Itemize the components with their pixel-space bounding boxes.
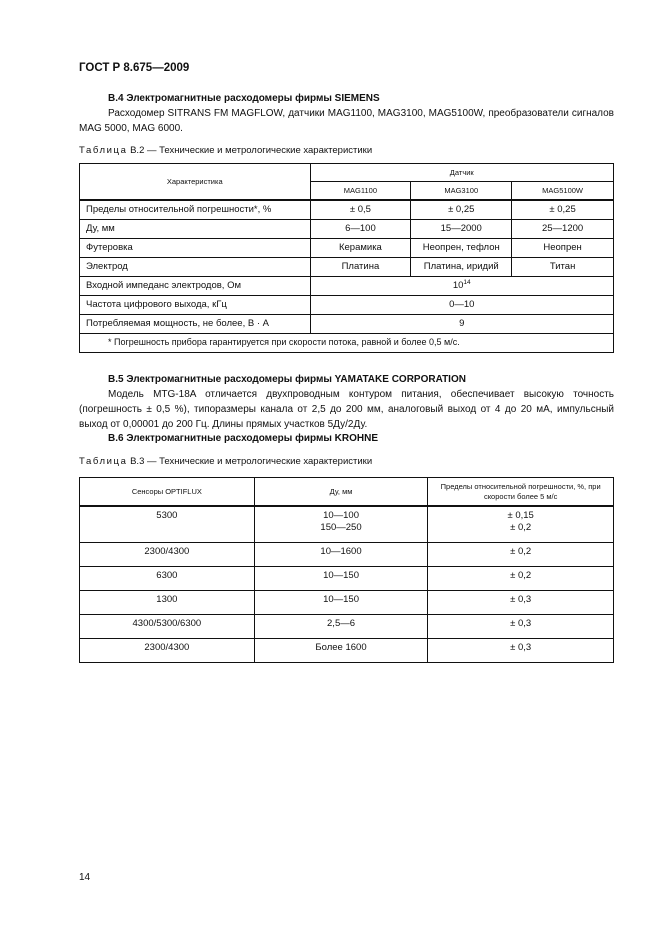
table-b3-header-cell: Сенсоры OPTIFLUX: [80, 478, 255, 507]
table-row: [80, 567, 614, 591]
table-b3-cell: 5300: [80, 506, 255, 543]
table-b2-cell: 0—10: [310, 296, 614, 315]
table-b2-note-row: [80, 334, 614, 353]
table-b2-caption: [79, 145, 372, 157]
impedance-exponent: 14: [463, 279, 471, 287]
table-b2-note: * Погрешность прибора гарантируется при скорости потока, равной и более 0,5 м/с.: [80, 334, 614, 353]
table-b3-cell: 2,5—6: [254, 615, 428, 639]
table-b3-cell: 10—150: [254, 591, 428, 615]
table-b3-caption-label: Таблица: [79, 456, 128, 467]
table-b3-cell: Более 1600: [254, 639, 428, 663]
table-row: [80, 258, 614, 277]
table-b2-impedance-value: [310, 277, 614, 296]
table-b2-sensor-mag5100w: MAG5100W: [512, 182, 614, 201]
table-b3-cell: 10—100 150—250: [254, 506, 428, 543]
table-row: [80, 277, 614, 296]
table-b3-cell: ± 0,3: [428, 591, 614, 615]
document-header: ГОСТ Р 8.675—2009: [79, 62, 190, 74]
table-b2-cell: Пределы относительной погрешности*, %: [80, 200, 311, 220]
table-b2-cell: ± 0,5: [310, 200, 411, 220]
table-b3-cell: ± 0,2: [428, 543, 614, 567]
table-b2-cell: Электрод: [80, 258, 311, 277]
table-b2-cell: 15—2000: [411, 220, 512, 239]
table-row: [80, 639, 614, 663]
table-row: [80, 296, 614, 315]
table-b2-cell: Ду, мм: [80, 220, 311, 239]
table-b2-header-sensor: Датчик: [310, 164, 614, 182]
table-b2-sensor-mag3100: MAG3100: [411, 182, 512, 201]
table-row: [80, 506, 614, 543]
table-b2-cell: Неопрен, тефлон: [411, 239, 512, 258]
page-number: 14: [79, 872, 91, 883]
table-b2-cell: Платина: [310, 258, 411, 277]
table-b3-cell: ± 0,15 ± 0,2: [428, 506, 614, 543]
table-b3-cell: ± 0,2: [428, 567, 614, 591]
table-b3-header-cell: Пределы относительной погрешности, %, при скорости более 5 м/с: [428, 478, 614, 507]
table-b3-header-row: [80, 478, 614, 507]
table-b2-cell: ± 0,25: [512, 200, 614, 220]
table-b3-cell: 2300/4300: [80, 543, 255, 567]
table-b2-cell: Потребляемая мощность, не более, В · А: [80, 315, 311, 334]
table-b2-cell: ± 0,25: [411, 200, 512, 220]
table-b2-cell: Титан: [512, 258, 614, 277]
section-b4-text-content: Расходомер SITRANS FM MAGFLOW, датчики MAG1100, MAG3100, MAG5100W, преобразователи сигналов MAG 5000, MAG 6000.: [79, 108, 614, 134]
table-b2-cell: Керамика: [310, 239, 411, 258]
table-b2-header-characteristic: Характеристика: [80, 164, 311, 201]
table-b3-cell: 10—1600: [254, 543, 428, 567]
table-b3-cell: ± 0,3: [428, 615, 614, 639]
table-b2-cell: 25—1200: [512, 220, 614, 239]
table-b3: [79, 477, 614, 663]
table-b2-cell: 6—100: [310, 220, 411, 239]
impedance-base: 10: [452, 280, 464, 292]
table-b3-caption: [79, 456, 372, 468]
section-b5-text-content: Модель MTG-18A отличается двухпроводным контуром питания, обеспечивает высокую точность (погрешность ± 0,5 %), типоразмеры канала от 2,5 до 200 мм, аналоговый выход от 4 до 20 мА, импульсный выход от 0,00001 до 200 Гц. Длины прямых участков 5Ду/2Ду.: [79, 389, 614, 430]
table-row: [80, 591, 614, 615]
table-b2: [79, 163, 614, 353]
table-b2-cell: Платина, иридий: [411, 258, 512, 277]
table-b3-header-cell: Ду, мм: [254, 478, 428, 507]
table-b2-cell: Футеровка: [80, 239, 311, 258]
table-row: [80, 220, 614, 239]
table-b2-cell: 9: [310, 315, 614, 334]
section-b5-text: [79, 387, 614, 432]
section-b4-text: [79, 106, 614, 136]
table-b2-cell: Неопрен: [512, 239, 614, 258]
section-b5-title: В.5 Электромагнитные расходомеры фирмы YAMATAKE CORPORATION: [108, 374, 466, 385]
table-b3-cell: 6300: [80, 567, 255, 591]
table-b3-caption-text: В.3 — Технические и метрологические характеристики: [130, 456, 373, 467]
table-row: [80, 615, 614, 639]
table-row: [80, 543, 614, 567]
table-row: [80, 200, 614, 220]
table-b3-cell: 2300/4300: [80, 639, 255, 663]
table-b2-cell: Частота цифрового выхода, кГц: [80, 296, 311, 315]
table-b2-cell: Входной импеданс электродов, Ом: [80, 277, 311, 296]
table-row: [80, 239, 614, 258]
table-b3-cell: 10—150: [254, 567, 428, 591]
table-b3-cell: 4300/5300/6300: [80, 615, 255, 639]
section-b4-title: В.4 Электромагнитные расходомеры фирмы SIEMENS: [108, 93, 380, 104]
table-b2-header-row: [80, 164, 614, 182]
table-row: [80, 315, 614, 334]
table-b2-caption-text: В.2 — Технические и метрологические характеристики: [130, 145, 373, 156]
table-b2-caption-label: Таблица: [79, 145, 128, 156]
table-b3-cell: ± 0,3: [428, 639, 614, 663]
table-b2-sensor-mag1100: MAG1100: [310, 182, 411, 201]
section-b6-title: В.6 Электромагнитные расходомеры фирмы KROHNE: [108, 433, 378, 444]
table-b3-cell: 1300: [80, 591, 255, 615]
